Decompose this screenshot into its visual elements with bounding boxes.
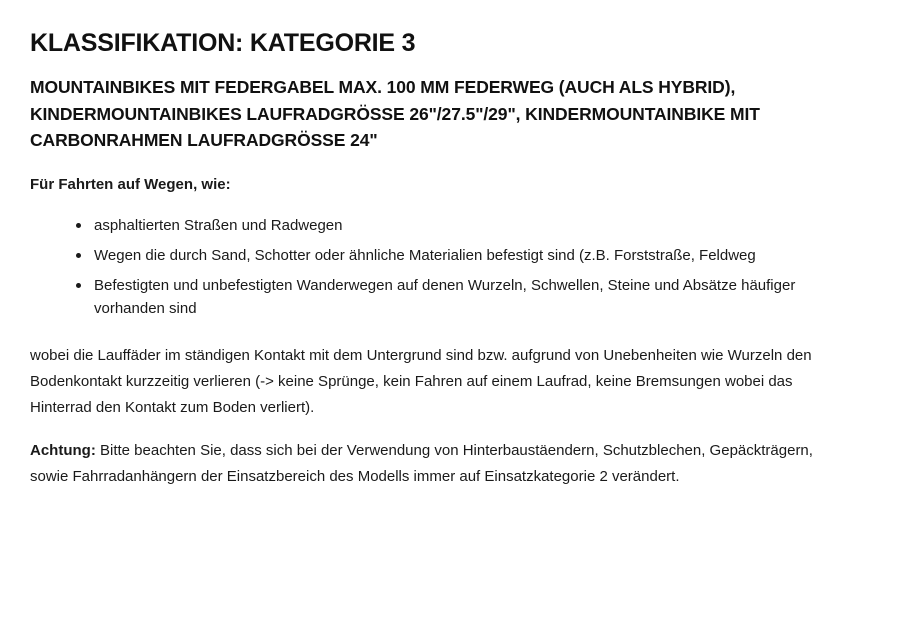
usage-list: [30, 214, 860, 321]
list-item: Wegen die durch Sand, Schotter oder ähnliche Materialien befestigt sind (z.B. Forststraße, Feldweg: [76, 244, 834, 268]
warning-label: Achtung:: [30, 442, 96, 460]
warning-paragraph: [30, 438, 830, 490]
warning-text: Bitte beachten Sie, dass sich bei der Verwendung von Hinterbaustäendern, Schutzblechen, Gepäckträgern, sowie Fahrradanhängern der Einsatzbereich des Modells immer auf Einsatzkategorie 2 verändert.: [30, 442, 813, 486]
category-description-heading: MOUNTAINBIKES MIT FEDERGABEL MAX. 100 MM FEDERWEG (AUCH ALS HYBRID), KINDERMOUNTAINBIKES LAUFRADGRÖSSE 26"/27.5"/29", KINDERMOUNTAINBIKE MIT CARBONRAHMEN LAUFRADGRÖSSE 24": [30, 77, 760, 151]
usage-conditions-paragraph: wobei die Lauffäder im ständigen Kontakt mit dem Untergrund sind bzw. aufgrund von Unebenheiten wie Wurzeln den Bodenkontakt kurzzeitig verlieren (-> keine Sprünge, kein Fahren auf einem Laufrad, keine Bremsungen wobei das Hinterrad den Kontakt zum Boden verliert).: [30, 347, 812, 416]
page-title: KLASSIFIKATION: KATEGORIE 3: [30, 29, 416, 57]
list-item: asphaltierten Straßen und Radwegen: [76, 214, 834, 238]
list-item: Befestigten und unbefestigten Wanderwegen auf denen Wurzeln, Schwellen, Steine und Absätze häufiger vorhanden sind: [76, 274, 834, 321]
usage-intro-text: Für Fahrten auf Wegen, wie:: [30, 175, 231, 193]
